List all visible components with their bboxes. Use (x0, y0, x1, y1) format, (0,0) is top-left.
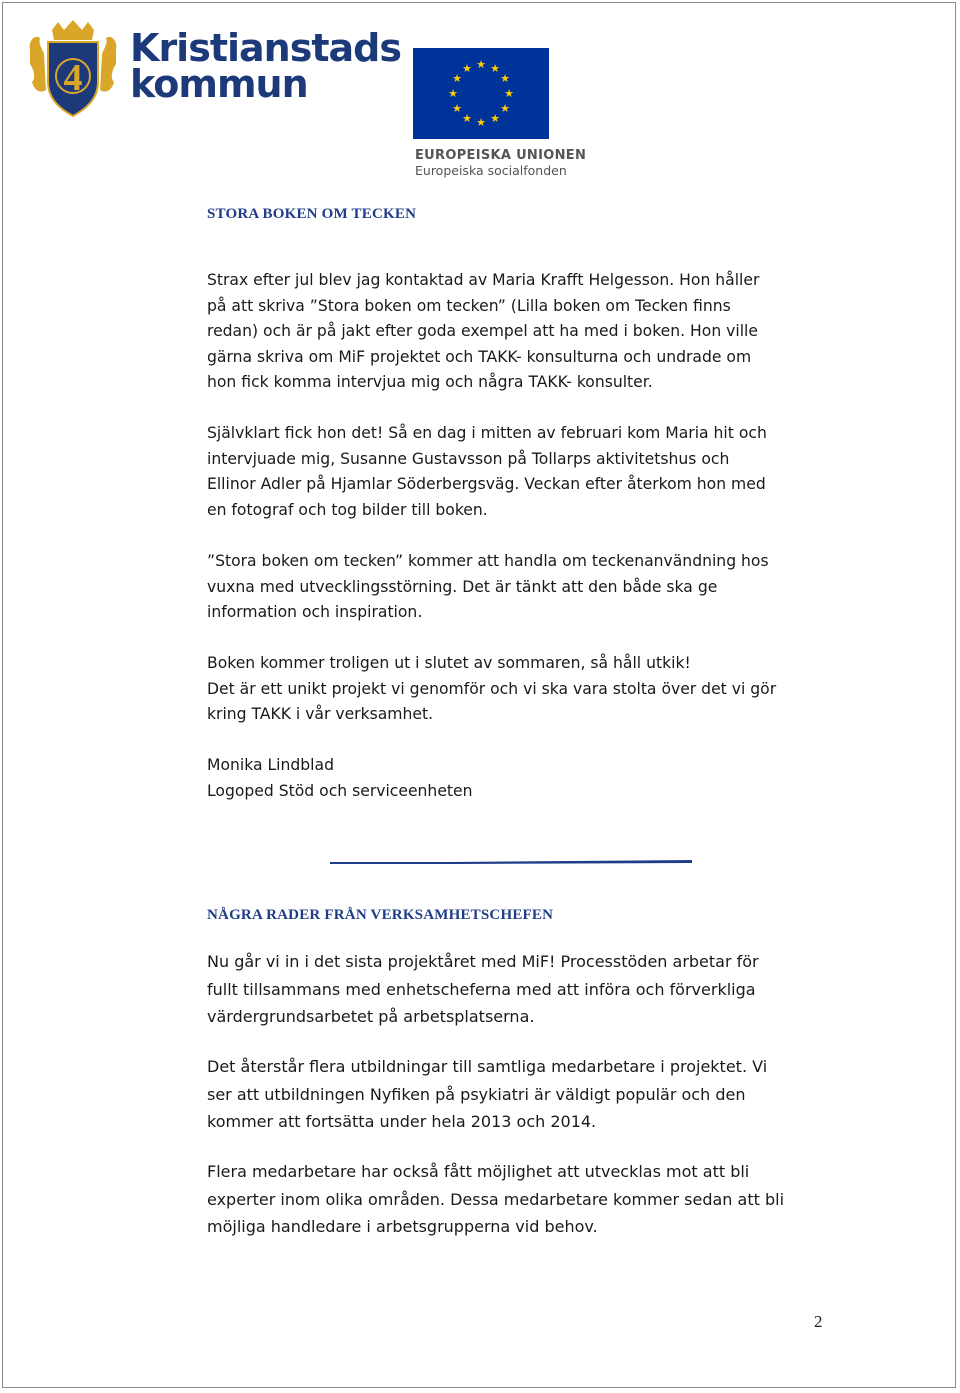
eu-logo (413, 48, 587, 178)
svg-text:★: ★ (476, 116, 486, 129)
article-body (207, 948, 847, 1031)
municipality-name-line1: Kristianstads (130, 26, 401, 70)
svg-text:★: ★ (452, 72, 462, 85)
coat-of-arms-icon (26, 20, 120, 120)
text-line: intervjuade mig, Susanne Gustavsson på Tollarps aktivitetshus och (207, 449, 730, 468)
svg-text:★: ★ (462, 62, 472, 75)
text-line: Nu går vi in i det sista projektåret med MiF! Processtöden arbetar för (207, 952, 759, 971)
text-line: en fotograf och tog bilder till boken. (207, 500, 488, 519)
text-line: Det återstår flera utbildningar till samtliga medarbetare i projektet. Vi (207, 1057, 768, 1076)
paragraph (207, 651, 847, 728)
svg-text:★: ★ (476, 58, 486, 71)
text-line: vuxna med utvecklingsstörning. Det är tänkt att den både ska ge (207, 577, 718, 596)
section-heading-verksamhetschefen: NÅGRA RADER FRÅN VERKSAMHETSCHEFEN (207, 907, 554, 923)
svg-text:★: ★ (452, 102, 462, 115)
text-line: Ellinor Adler på Hjamlar Söderbergsväg. Veckan efter återkom hon med (207, 475, 766, 494)
text-line: Boken kommer troligen ut i slutet av sommaren, så håll utkik! (207, 654, 691, 672)
text-line: möjliga handledare i arbetsgrupperna vid behov. (207, 1217, 598, 1237)
text-line: ser att utbildningen Nyfiken på psykiatri är väldigt populär och den (207, 1084, 746, 1104)
svg-text:4: 4 (63, 57, 83, 99)
eu-flag-icon (413, 48, 549, 139)
article-body (207, 1158, 847, 1241)
eu-name: EUROPEISKA UNIONEN (415, 148, 587, 163)
svg-text:★: ★ (500, 102, 510, 115)
article-body (207, 268, 847, 396)
signature (207, 753, 847, 804)
text-line: ”Stora boken om tecken” kommer att handla om teckenanvändning hos (207, 552, 769, 570)
kristianstads-kommun-logo (26, 20, 401, 120)
article-body (207, 421, 847, 523)
signature-name: Monika Lindblad (207, 756, 334, 774)
text-line: Flera medarbetare har också fått möjlighet att utvecklas mot att bli (207, 1162, 750, 1181)
svg-text:★: ★ (448, 87, 458, 100)
text-line: på att skriva ”Stora boken om tecken” (Lilla boken om Tecken finns (207, 296, 731, 315)
section-heading-stora-boken: STORA BOKEN OM TECKEN (207, 206, 417, 222)
text-line: Självklart fick hon det! Så en dag i mitten av februari kom Maria hit och (207, 424, 767, 442)
text-line: värdergrundsarbetet på arbetsplatserna. (207, 1007, 535, 1027)
text-line: information och inspiration. (207, 603, 423, 622)
text-line: kommer att fortsätta under hela 2013 och 2014. (207, 1112, 597, 1132)
paragraph (207, 421, 847, 523)
paragraph (207, 268, 847, 396)
page-number: 2 (814, 1312, 823, 1331)
article-body (207, 549, 847, 626)
text-line: Strax efter jul blev jag kontaktad av Maria Krafft Helgesson. Hon håller (207, 271, 760, 289)
svg-text:★: ★ (462, 112, 472, 125)
text-line: experter inom olika områden. Dessa medarbetare kommer sedan att bli (207, 1189, 785, 1209)
text-line: hon fick komma intervjua mig och några TAKK- konsulter. (207, 373, 653, 392)
article-body (207, 651, 847, 728)
text-line: kring TAKK i vår verksamhet. (207, 705, 434, 724)
eu-fund-name: Europeiska socialfonden (415, 163, 567, 178)
text-line: gärna skriva om MiF projektet och TAKK- konsulturna och undrade om (207, 347, 752, 366)
municipality-name (130, 26, 401, 106)
signature-title: Logoped Stöd och serviceenheten (207, 781, 473, 800)
svg-text:★: ★ (490, 62, 500, 75)
section-divider (330, 858, 692, 864)
svg-text:★: ★ (490, 112, 500, 125)
municipality-name-line2: kommun (130, 62, 308, 106)
svg-text:★: ★ (500, 72, 510, 85)
article-body (207, 1053, 847, 1136)
text-line: redan) och är på jakt efter goda exempel att ha med i boken. Hon ville (207, 322, 758, 341)
text-line: fullt tillsammans med enhetscheferna med att införa och förverkliga (207, 979, 756, 999)
svg-text:★: ★ (504, 87, 514, 100)
paragraph (207, 549, 847, 626)
text-line: Det är ett unikt projekt vi genomför och vi ska vara stolta över det vi gör (207, 679, 777, 698)
